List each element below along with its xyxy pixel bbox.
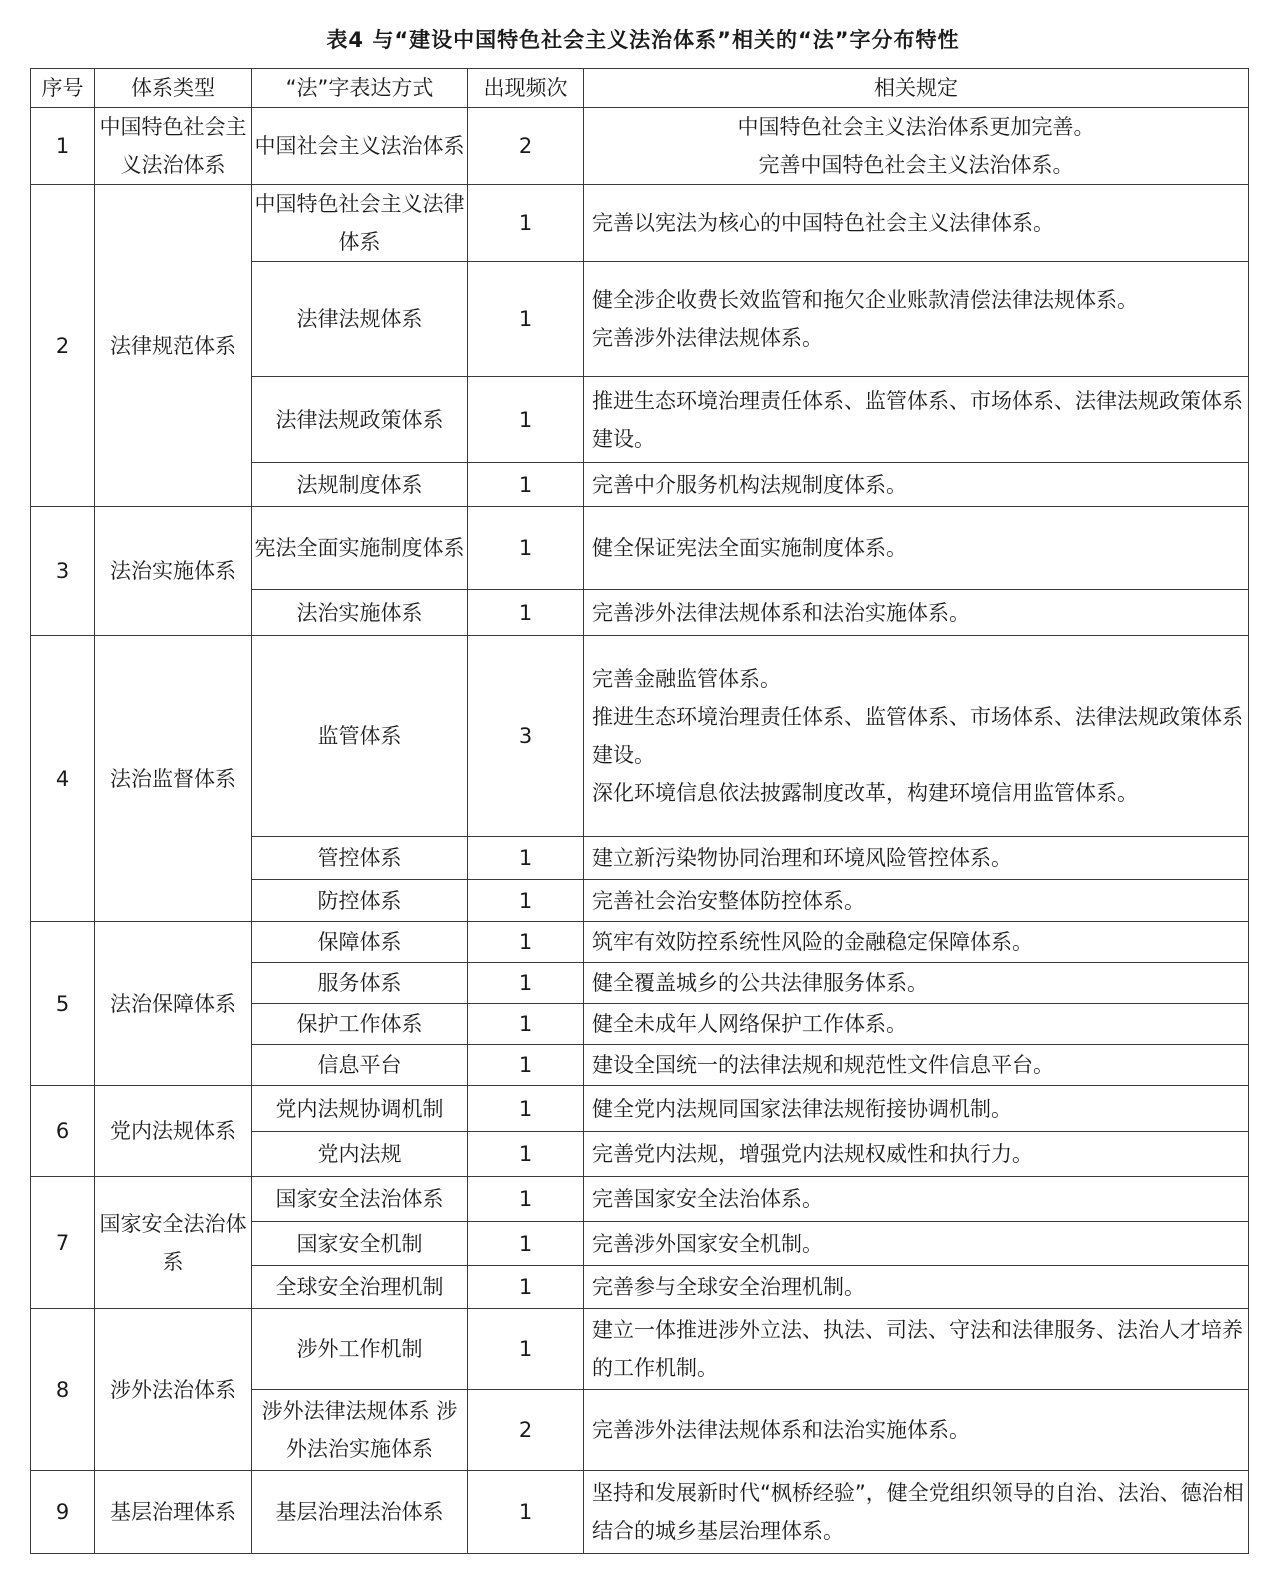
table-row [31,108,1249,185]
system-number: 2 [31,185,95,507]
regulation-cell [584,262,1249,377]
regulation-line: 健全未成年人网络保护工作体系。 [592,1012,907,1036]
expression-cell: 保障体系 [252,922,468,963]
regulation-table [30,68,1249,1554]
regulation-line: 完善参与全球安全治理机制。 [592,1275,865,1299]
table-row [31,1471,1249,1554]
frequency-cell: 1 [468,1309,584,1390]
system-type: 国家安全法治体系 [95,1177,252,1309]
regulation-cell [584,922,1249,963]
regulation-cell [584,1177,1249,1222]
regulation-line: 完善涉外法律法规体系和法治实施体系。 [592,600,970,625]
regulation-cell [584,963,1249,1004]
frequency-cell: 1 [468,262,584,377]
regulation-line: 完善社会治安整体防控体系。 [592,888,865,913]
system-type: 法律规范体系 [95,185,252,507]
system-number: 1 [31,108,95,185]
expression-cell: 中国特色社会主义法律体系 [252,185,468,262]
regulation-cell [584,377,1249,463]
regulation-line: 完善中国特色社会主义法治体系。 [758,153,1074,177]
expression-cell: 涉外法律法规体系 涉外法治实施体系 [252,1390,468,1471]
system-type: 中国特色社会主义法治体系 [95,108,252,185]
expression-cell: 防控体系 [252,880,468,922]
frequency-cell: 1 [468,1132,584,1177]
table-row [31,636,1249,837]
frequency-cell: 1 [468,377,584,463]
system-type: 法治保障体系 [95,922,252,1086]
regulation-cell [584,1045,1249,1086]
regulation-line: 完善涉外法律法规体系和法治实施体系。 [592,1418,970,1442]
expression-cell: 党内法规协调机制 [252,1086,468,1132]
frequency-cell: 1 [468,1086,584,1132]
system-number: 9 [31,1471,95,1554]
frequency-cell: 1 [468,1045,584,1086]
expression-cell: 涉外工作机制 [252,1309,468,1390]
regulation-cell [584,1309,1249,1390]
frequency-cell: 1 [468,1471,584,1554]
regulation-cell [584,636,1249,837]
expression-cell: 保护工作体系 [252,1004,468,1045]
regulation-cell [584,1390,1249,1471]
regulation-line: 健全保证宪法全面实施制度体系。 [592,536,907,560]
table-row [31,1086,1249,1132]
header-frequency: 出现频次 [468,69,584,108]
regulation-cell [584,1222,1249,1266]
header-no: 序号 [31,69,95,108]
regulation-cell [584,1004,1249,1045]
regulation-line: 深化环境信息依法披露制度改革，构建环境信用监管体系。 [592,781,1138,805]
expression-cell: 法治实施体系 [252,590,468,636]
system-number: 8 [31,1309,95,1471]
frequency-cell: 1 [468,880,584,922]
header-regulation: 相关规定 [584,69,1249,108]
system-type: 法治实施体系 [95,507,252,636]
expression-cell: 全球安全治理机制 [252,1266,468,1309]
frequency-cell: 1 [468,1177,584,1222]
frequency-cell: 1 [468,922,584,963]
regulation-line: 完善涉外国家安全机制。 [592,1231,823,1256]
regulation-line: 健全党内法规同国家法律法规衔接协调机制。 [592,1096,1012,1121]
system-type: 涉外法治体系 [95,1309,252,1471]
frequency-cell: 1 [468,590,584,636]
regulation-cell [584,880,1249,922]
regulation-cell [584,507,1249,590]
regulation-line: 完善以宪法为核心的中国特色社会主义法律体系。 [592,211,1054,235]
system-type: 基层治理体系 [95,1471,252,1554]
regulation-cell [584,1266,1249,1309]
regulation-cell [584,463,1249,507]
regulation-cell [584,185,1249,262]
expression-cell: 管控体系 [252,837,468,880]
system-number: 4 [31,636,95,922]
header-expression: “法”字表达方式 [252,69,468,108]
frequency-cell: 1 [468,963,584,1004]
frequency-cell: 1 [468,1222,584,1266]
table-row [31,1309,1249,1390]
regulation-line: 健全覆盖城乡的公共法律服务体系。 [592,971,928,995]
frequency-cell: 1 [468,1266,584,1309]
header-type: 体系类型 [95,69,252,108]
regulation-line: 筑牢有效防控系统性风险的金融稳定保障体系。 [592,930,1033,954]
frequency-cell: 1 [468,185,584,262]
regulation-line: 建立一体推进涉外立法、执法、司法、守法和法律服务、法治人才培养的工作机制。 [592,1318,1243,1380]
expression-cell: 中国社会主义法治体系 [252,108,468,185]
frequency-cell: 2 [468,1390,584,1471]
table-row [31,507,1249,590]
regulation-cell [584,1132,1249,1177]
system-type: 法治监督体系 [95,636,252,922]
table-row [31,1177,1249,1222]
expression-cell: 国家安全机制 [252,1222,468,1266]
regulation-line: 完善涉外法律法规体系。 [592,326,823,350]
system-number: 7 [31,1177,95,1309]
frequency-cell: 1 [468,837,584,880]
expression-cell: 基层治理法治体系 [252,1471,468,1554]
expression-cell: 宪法全面实施制度体系 [252,507,468,590]
regulation-cell [584,1471,1249,1554]
table-title: 表4 与“建设中国特色社会主义法治体系”相关的“法”字分布特性 [326,28,960,52]
system-number: 3 [31,507,95,636]
frequency-cell: 1 [468,463,584,507]
regulation-cell [584,1086,1249,1132]
regulation-line: 建设全国统一的法律法规和规范性文件信息平台。 [592,1053,1054,1077]
regulation-line: 推进生态环境治理责任体系、监管体系、市场体系、法律法规政策体系建设。 [592,705,1243,767]
regulation-line: 完善金融监管体系。 [592,667,781,691]
regulation-line: 完善国家安全法治体系。 [592,1187,823,1211]
frequency-cell: 1 [468,1004,584,1045]
regulation-line: 完善中介服务机构法规制度体系。 [592,472,907,497]
expression-cell: 监管体系 [252,636,468,837]
regulation-line: 健全涉企收费长效监管和拖欠企业账款清偿法律法规体系。 [592,288,1138,312]
expression-cell: 党内法规 [252,1132,468,1177]
system-number: 5 [31,922,95,1086]
table-row [31,185,1249,262]
regulation-line: 中国特色社会主义法治体系更加完善。 [737,115,1095,139]
system-number: 6 [31,1086,95,1177]
expression-cell: 国家安全法治体系 [252,1177,468,1222]
expression-cell: 法规制度体系 [252,463,468,507]
frequency-cell: 2 [468,108,584,185]
regulation-line: 推进生态环境治理责任体系、监管体系、市场体系、法律法规政策体系建设。 [592,388,1243,451]
header-row [31,69,1249,108]
expression-cell: 信息平台 [252,1045,468,1086]
regulation-line: 完善党内法规，增强党内法规权威性和执行力。 [592,1142,1033,1166]
frequency-cell: 1 [468,507,584,590]
regulation-line: 建立新污染物协同治理和环境风险管控体系。 [592,846,1012,870]
expression-cell: 服务体系 [252,963,468,1004]
expression-cell: 法律法规体系 [252,262,468,377]
frequency-cell: 3 [468,636,584,837]
regulation-cell [584,837,1249,880]
regulation-cell [584,590,1249,636]
regulation-cell [584,108,1249,185]
expression-cell: 法律法规政策体系 [252,377,468,463]
system-type: 党内法规体系 [95,1086,252,1177]
regulation-line: 坚持和发展新时代“枫桥经验”，健全党组织领导的自治、法治、德治相结合的城乡基层治理体系。 [592,1481,1244,1543]
table-row [31,922,1249,963]
